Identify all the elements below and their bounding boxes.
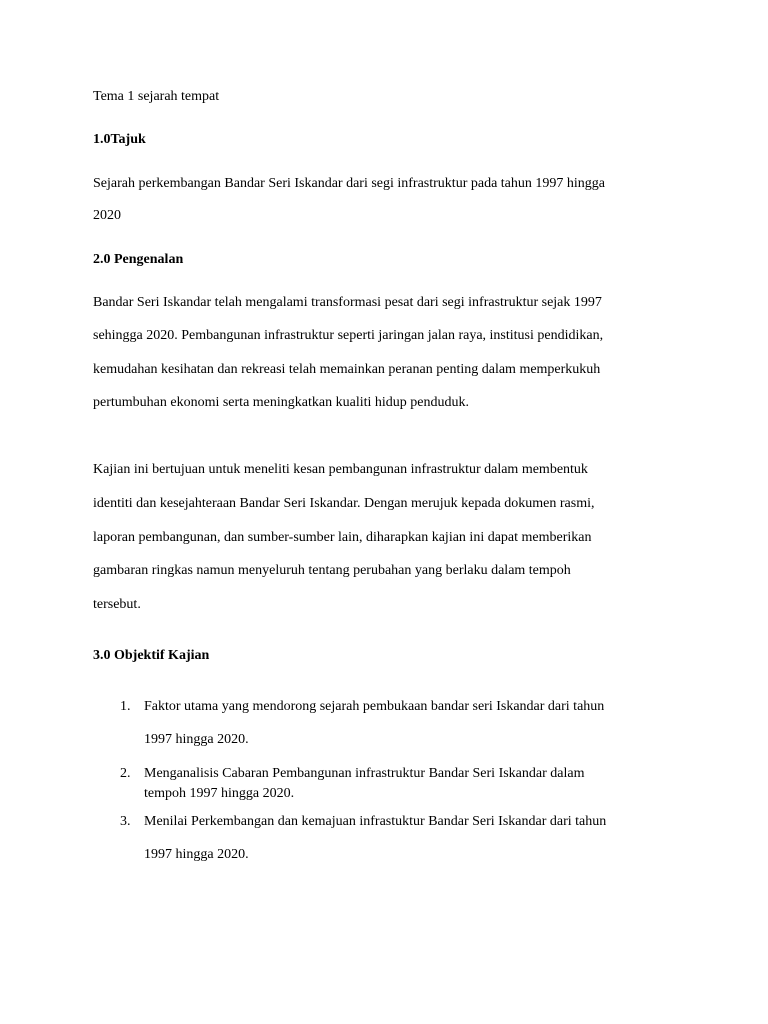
- list-item-line: Faktor utama yang mendorong sejarah pembukaan bandar seri Iskandar dari tahun: [144, 699, 605, 714]
- intro-para1-line-2: sehingga 2020. Pembangunan infrastruktur seperti jaringan jalan raya, institusi pendidikan,: [93, 328, 604, 343]
- theme-line: Tema 1 sejarah tempat: [93, 89, 220, 104]
- intro-para2-line-1: Kajian ini bertujuan untuk meneliti kesan pembangunan infrastruktur dalam membentuk: [93, 462, 588, 477]
- list-item-line: Menilai Perkembangan dan kemajuan infrastuktur Bandar Seri Iskandar dari tahun: [144, 814, 607, 829]
- heading-tajuk: 1.0Tajuk: [93, 132, 146, 147]
- list-item-line: 1997 hingga 2020.: [144, 847, 249, 862]
- title-line-1: Sejarah perkembangan Bandar Seri Iskandar dari segi infrastruktur pada tahun 1997 hingga: [93, 176, 605, 191]
- intro-para2-line-3: laporan pembangunan, dan sumber-sumber lain, diharapkan kajian ini dapat memberikan: [93, 530, 592, 545]
- list-number: 2.: [120, 766, 131, 781]
- intro-para2-line-2: identiti dan kesejahteraan Bandar Seri Iskandar. Dengan merujuk kepada dokumen rasmi,: [93, 496, 595, 511]
- intro-para1-line-1: Bandar Seri Iskandar telah mengalami transformasi pesat dari segi infrastruktur sejak 1997: [93, 295, 602, 310]
- intro-para1-line-3: kemudahan kesihatan dan rekreasi telah memainkan peranan penting dalam memperkukuh: [93, 362, 601, 377]
- list-item-line: 1997 hingga 2020.: [144, 732, 249, 747]
- intro-para2-line-4: gambaran ringkas namun menyeluruh tentang perubahan yang berlaku dalam tempoh: [93, 563, 571, 578]
- heading-objektif: 3.0 Objektif Kajian: [93, 648, 210, 663]
- heading-pengenalan: 2.0 Pengenalan: [93, 252, 184, 267]
- intro-para1-line-4: pertumbuhan ekonomi serta meningkatkan kualiti hidup penduduk.: [93, 395, 469, 410]
- list-item-line: Menganalisis Cabaran Pembangunan infrastruktur Bandar Seri Iskandar dalam: [144, 766, 585, 781]
- list-number: 1.: [120, 699, 131, 714]
- list-number: 3.: [120, 814, 131, 829]
- intro-para2-line-5: tersebut.: [93, 597, 141, 612]
- title-line-2: 2020: [93, 208, 121, 223]
- list-item-line: tempoh 1997 hingga 2020.: [144, 786, 295, 801]
